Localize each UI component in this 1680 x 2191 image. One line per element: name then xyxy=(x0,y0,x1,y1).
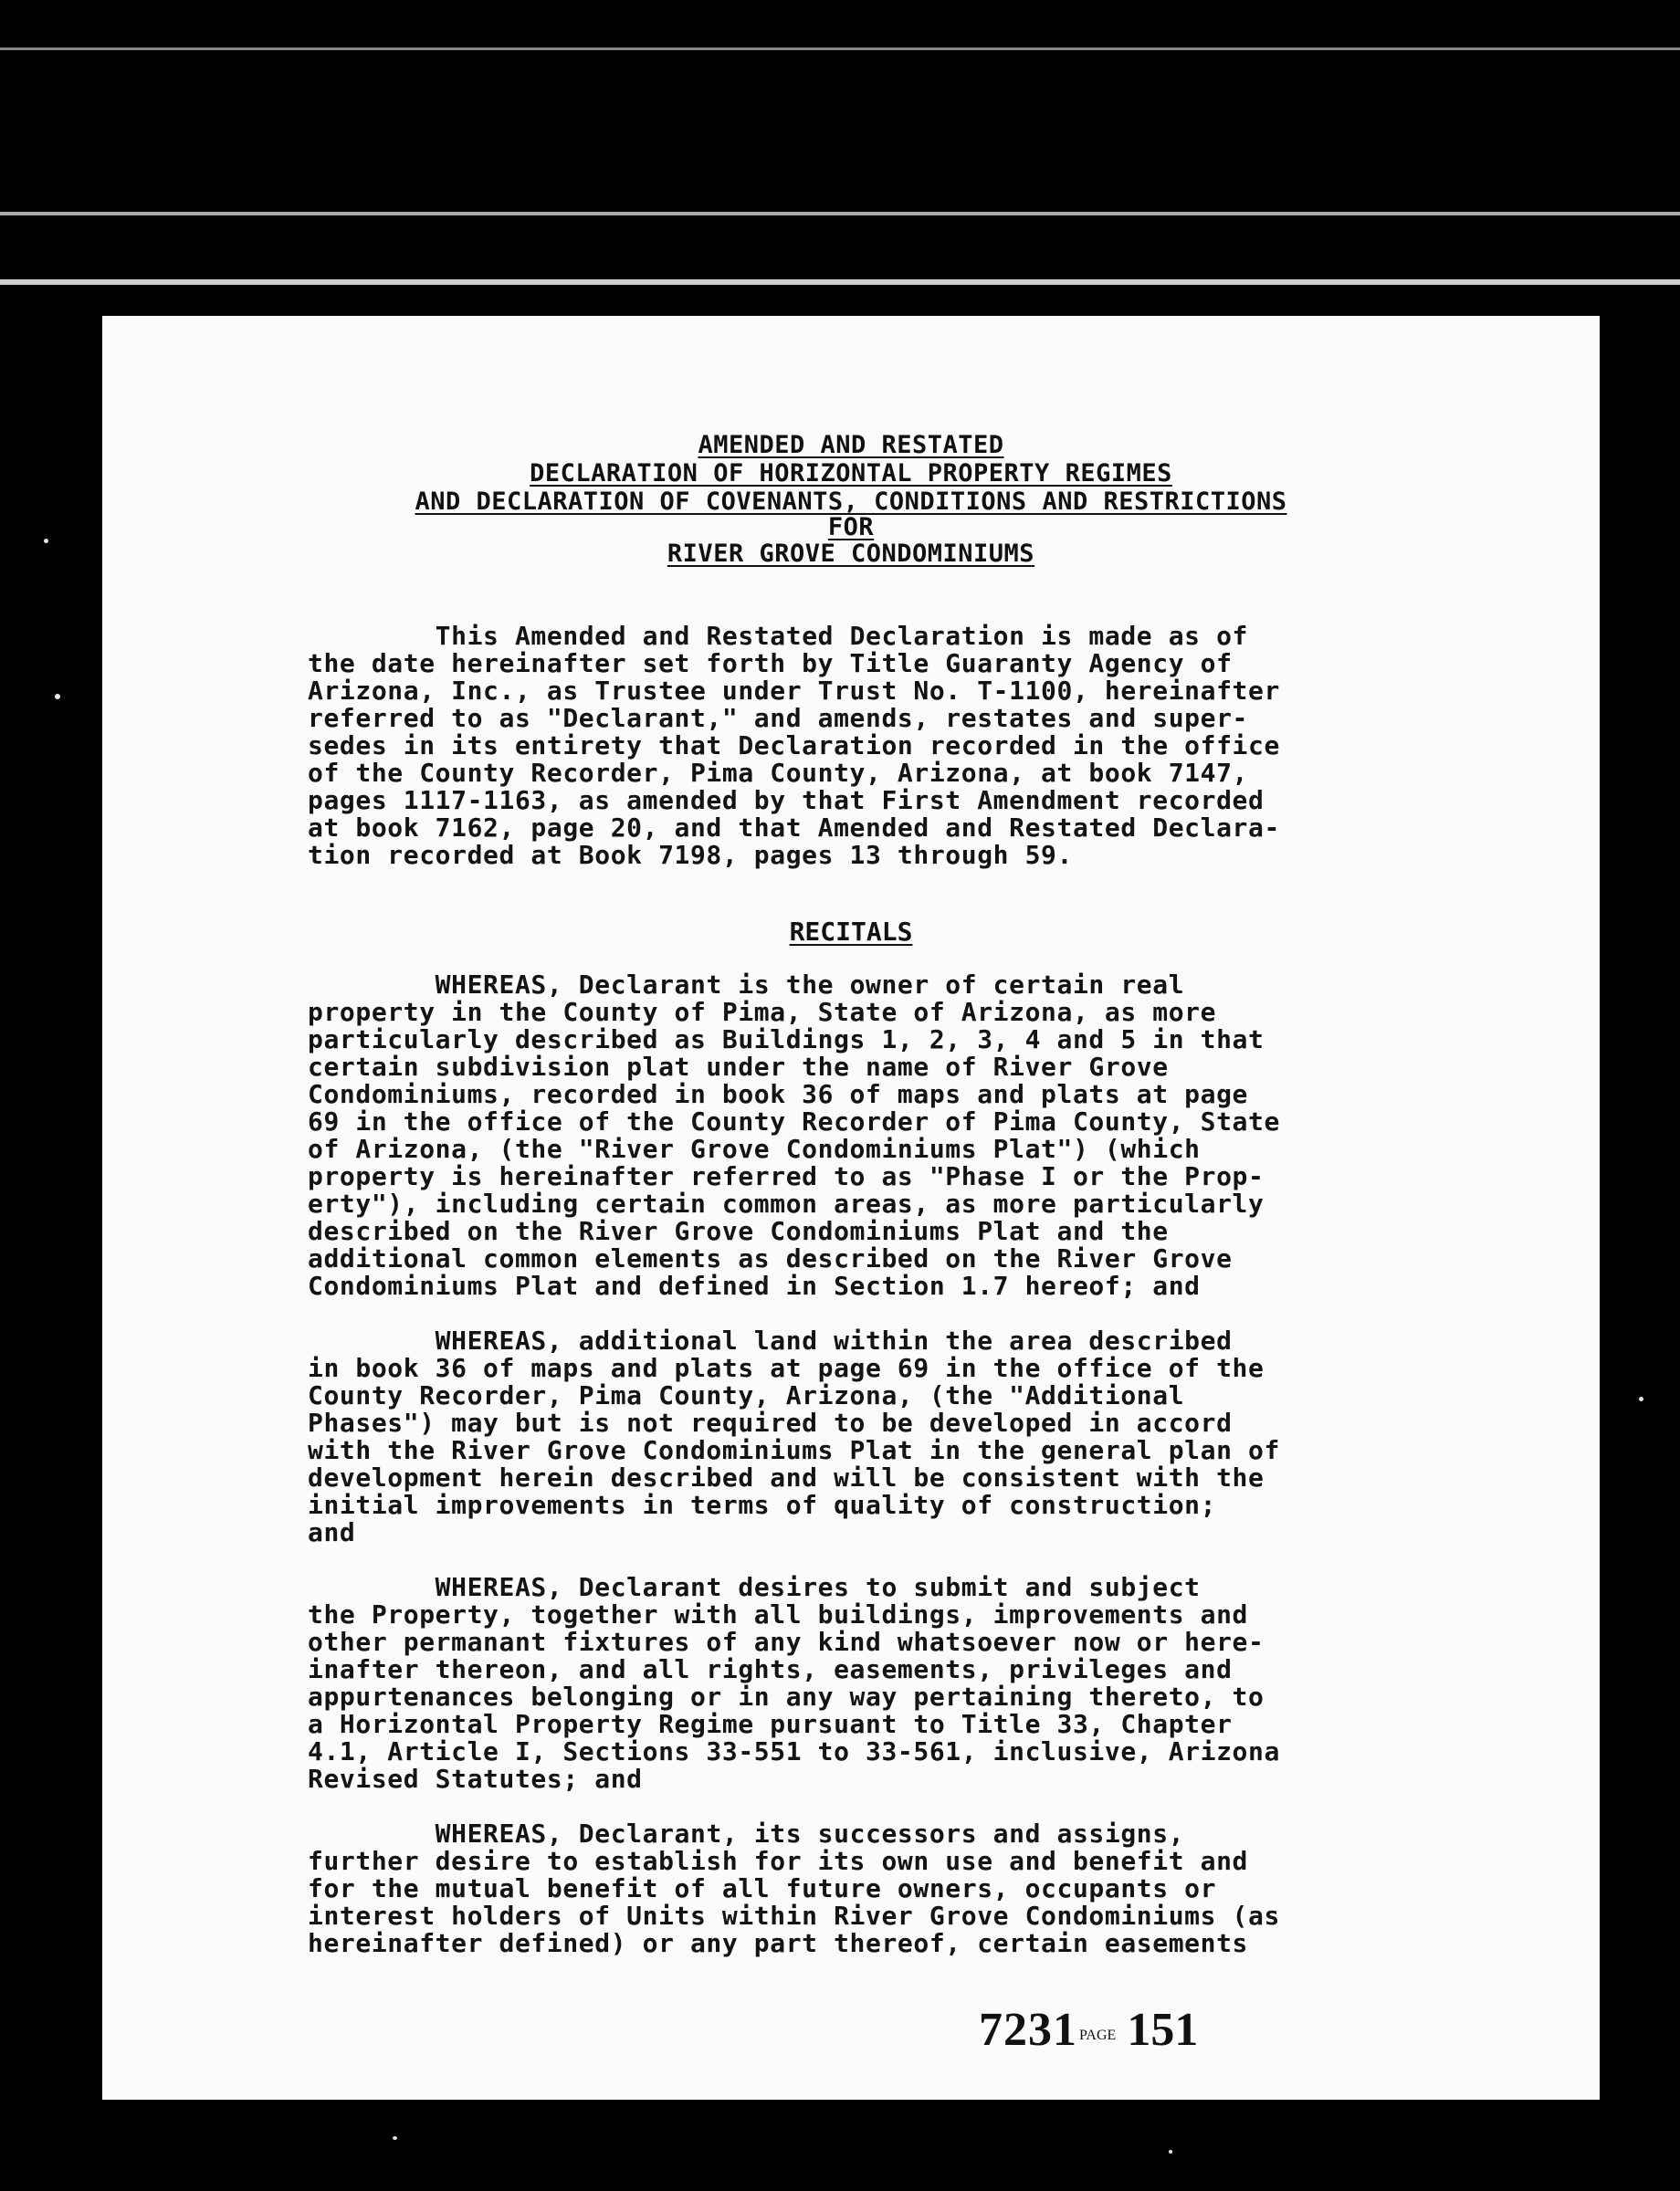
title-line-5: RIVER GROVE CONDOMINIUMS xyxy=(667,540,1035,568)
scan-speck xyxy=(1169,2150,1172,2154)
scan-line xyxy=(0,47,1680,50)
scan-line xyxy=(0,212,1680,215)
recitals-heading: RECITALS xyxy=(789,917,913,947)
scan-speck xyxy=(55,694,60,699)
scan-speck xyxy=(1639,1397,1643,1401)
book-page-stamp xyxy=(979,2003,1198,2057)
recital-paragraph-1: WHEREAS, Declarant is the owner of certain real property in the County of Pima, State of Arizona, as more particularly described as Buildings 1, 2, 3, 4 and 5 in that certain subdivision plat under the name of River Grove Condominiums, recorded in book 36 of maps and plats at page 69 in the office of the County Recorder of Pima County, State of Arizona, (the "River Grove Condominiums Plat") (which property is hereinafter referred to as "Phase I or the Prop- erty"), including certain common areas, as more particularly described on the River Grove Condominiums Plat and the additional common elements as described on the River Grove Condominiums Plat and defined in Section 1.7 hereof; and xyxy=(308,970,1280,1301)
page-label: PAGE xyxy=(1079,2028,1117,2043)
recitals-section xyxy=(308,971,1513,1957)
title-line-4: FOR xyxy=(827,513,875,541)
scan-speck xyxy=(393,2136,397,2140)
book-number: 7231 xyxy=(979,2004,1077,2056)
document-page xyxy=(102,316,1600,2100)
recital-paragraph-2: WHEREAS, additional land within the area described in book 36 of maps and plats at page 69 in the office of the County Recorder, Pima County, Arizona, (the "Additional Phases") may but is not required to be developed in accord with the River Grove Condominiums Plat in the general plan of development herein described and will be consistent with the initial improvements in terms of quality of construction; and xyxy=(308,1326,1280,1547)
scan-line xyxy=(0,279,1680,285)
title-line-3: AND DECLARATION OF COVENANTS, CONDITIONS AND RESTRICTIONS xyxy=(415,487,1287,516)
title-line-2: DECLARATION OF HORIZONTAL PROPERTY REGIMES xyxy=(530,459,1172,487)
recital-paragraph-4: WHEREAS, Declarant, its successors and assigns, further desire to establish for its own use and benefit and for the mutual benefit of all future owners, occupants or interest holders of Units within River Grove Condominiums (as hereinafter defined) or any part thereof, certain easements xyxy=(308,1819,1280,1958)
intro-section xyxy=(308,623,1513,869)
recital-paragraph-3: WHEREAS, Declarant desires to submit and subject the Property, together with all buildings, improvements and other permanant fixtures of any kind whatsoever now or here- inafter thereon, and all rights, easements, privileges and appurtenances belonging or in any way pertaining thereto, to a Horizontal Property Regime pursuant to Title 33, Chapter 4.1, Article I, Sections 33-551 to 33-561, inclusive, Arizona Revised Statutes; and xyxy=(308,1572,1280,1794)
intro-paragraph: This Amended and Restated Declaration is made as of the date hereinafter set forth by Title Guaranty Agency of Arizona, Inc., as Trustee under Trust No. T-1100, hereinafter referred to as "Declarant," and amends, restates and super- sedes in its entirety that Declaration recorded in the office of the County Recorder, Pima County, Arizona, at book 7147, pages 1117-1163, as amended by that First Amendment recorded at book 7162, page 20, and that Amended and Restated Declara- tion recorded at Book 7198, pages 13 through 59. xyxy=(308,621,1280,870)
document-title xyxy=(102,431,1600,568)
title-line-1: AMENDED AND RESTATED xyxy=(698,431,1004,459)
scan-speck xyxy=(44,539,48,543)
page-number: 151 xyxy=(1127,2004,1199,2056)
